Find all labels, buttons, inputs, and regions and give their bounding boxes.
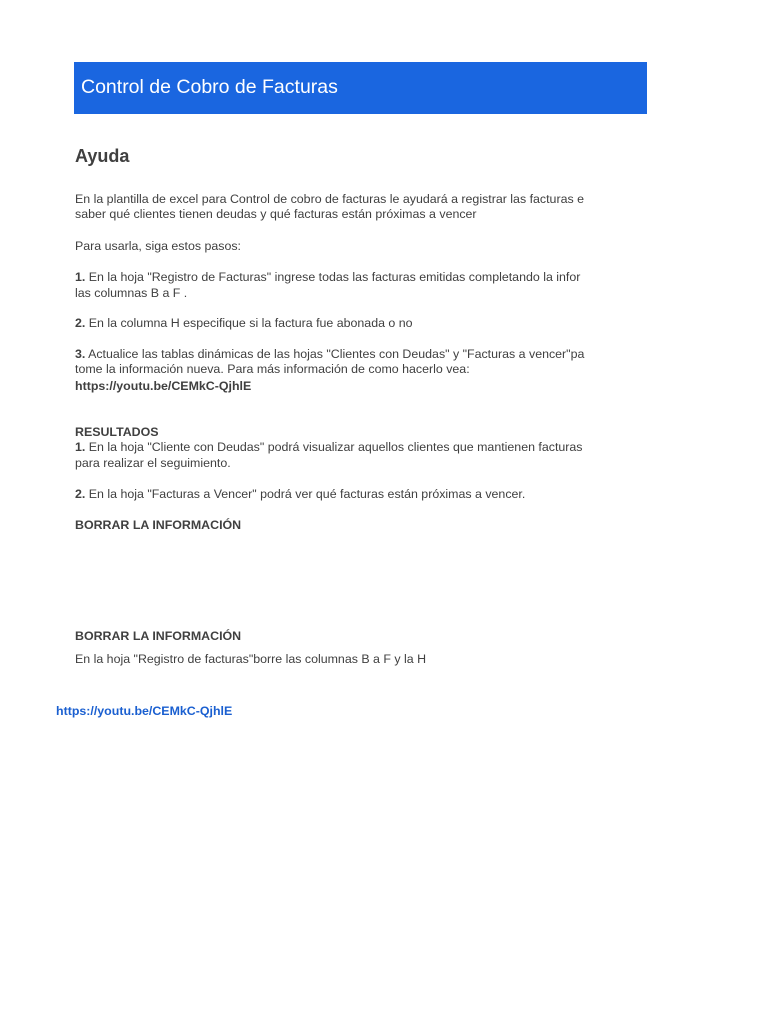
steps-intro: Para usarla, siga estos pasos:: [75, 239, 241, 253]
step-2-line-1: [75, 316, 413, 331]
step-1-line-2: las columnas B a F .: [75, 286, 188, 300]
help-heading: Ayuda: [75, 146, 130, 166]
delete-section: [75, 629, 647, 670]
help-section: [75, 140, 647, 530]
step-3-text: Actualice las tablas dinámicas de las hojas "Clientes con Deudas" y "Facturas a vencer"pa: [85, 347, 585, 361]
result-1-number: 1.: [75, 440, 86, 454]
step-2-text: En la columna H especifique si la factura fue abonada o no: [85, 316, 413, 330]
result-1-line-2: para realizar el seguimiento.: [75, 456, 231, 470]
step-1-text: En la hoja "Registro de Facturas" ingrese todas las facturas emitidas completando la infor: [85, 270, 581, 284]
page-title: Control de Cobro de Facturas: [81, 76, 338, 98]
step-3-line-2: tome la información nueva. Para más información de como hacerlo vea:: [75, 362, 470, 376]
intro-line-2: saber qué clientes tienen deudas y qué facturas están próximas a vencer: [75, 207, 477, 221]
result-2-line-1: [75, 487, 525, 502]
delete-instructions: En la hoja "Registro de facturas"borre las columnas B a F y la H: [75, 652, 427, 666]
delete-heading-ghost: BORRAR LA INFORMACIÓN: [75, 629, 242, 643]
result-2-number: 2.: [75, 487, 86, 501]
result-1-line-1: [75, 440, 583, 455]
title-banner: [74, 62, 647, 114]
step-3-number: 3.: [75, 347, 86, 361]
step-2-number: 2.: [75, 316, 86, 330]
youtube-link[interactable]: https://youtu.be/CEMkC-QjhlE: [56, 704, 233, 718]
results-heading: RESULTADOS: [75, 425, 159, 439]
step-3-line-1: [75, 347, 584, 362]
step-1-number: 1.: [75, 270, 86, 284]
result-2-text: En la hoja "Facturas a Vencer" podrá ver qué facturas están próximas a vencer.: [85, 487, 526, 501]
step-1-line-1: [75, 270, 580, 285]
result-1-text: En la hoja "Cliente con Deudas" podrá visualizar aquellos clientes que mantienen facturas: [85, 440, 583, 454]
step-3-link[interactable]: https://youtu.be/CEMkC-QjhlE: [75, 379, 252, 393]
intro-line-1: En la plantilla de excel para Control de cobro de facturas le ayudará a registrar las facturas e: [75, 192, 584, 206]
delete-heading-clipped: BORRAR LA INFORMACIÓN: [75, 518, 242, 532]
